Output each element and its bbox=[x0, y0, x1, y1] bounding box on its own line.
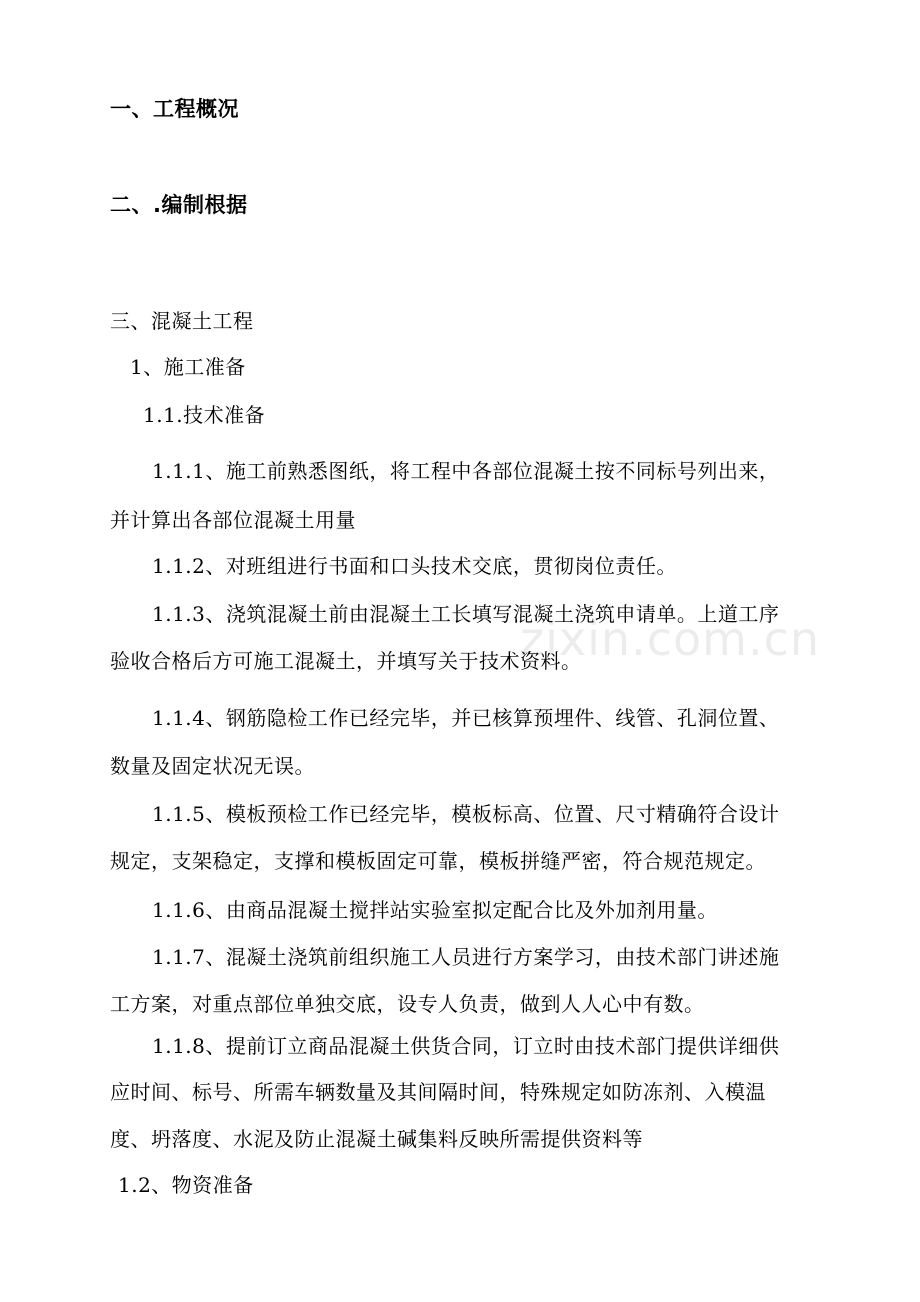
paragraph-line: 应时间、标号、所需车辆数量及其间隔时间，特殊规定如防冻剂、入模温 bbox=[110, 1080, 766, 1104]
paragraph-line: 1.1.2、对班组进行书面和口头技术交底，贯彻岗位责任。 bbox=[152, 554, 677, 578]
paragraph-line: 规定，支架稳定，支撑和模板固定可靠，模板拼缝严密，符合规范规定。 bbox=[110, 849, 766, 873]
paragraph-line: 1.1.8、提前订立商品混凝土供货合同，订立时由技术部门提供详细供 bbox=[152, 1034, 780, 1058]
paragraph-line: 1.1.7、混凝土浇筑前组织施工人员进行方案学习，由技术部门讲述施 bbox=[152, 945, 780, 969]
paragraph-line: 1.1.1、施工前熟悉图纸，将工程中各部位混凝土按不同标号列出来， bbox=[152, 459, 780, 483]
heading-concrete-works: 三、混凝土工程 bbox=[110, 309, 254, 333]
section-technical-prep: 1.1.技术准备 bbox=[143, 403, 266, 427]
heading-project-overview: 一、工程概况 bbox=[110, 97, 239, 121]
paragraph-line: 1.1.3、浇筑混凝土前由混凝土工长填写混凝土浇筑申请单。上道工序 bbox=[152, 602, 780, 626]
paragraph-line: 1.1.4、钢筋隐检工作已经完毕，并已核算预埋件、线管、孔洞位置、 bbox=[152, 706, 780, 730]
paragraph-line: 1.1.5、模板预检工作已经完毕，模板标高、位置、尺寸精确符合设计 bbox=[152, 802, 780, 826]
paragraph-line: 度、坍落度、水泥及防止混凝土碱集料反映所需提供资料等 bbox=[110, 1127, 643, 1151]
paragraph-line: 数量及固定状况无误。 bbox=[110, 754, 315, 778]
paragraph-line: 工方案，对重点部位单独交底，设专人负责，做到人人心中有数。 bbox=[110, 992, 705, 1016]
paragraph-line: 验收合格后方可施工混凝土，并填写关于技术资料。 bbox=[110, 649, 582, 673]
section-material-prep: 1.2、物资准备 bbox=[118, 1173, 254, 1197]
section-construction-prep: 1、施工准备 bbox=[130, 355, 246, 379]
watermark: zixin.com.cn bbox=[520, 612, 821, 666]
paragraph-line: 1.1.6、由商品混凝土搅拌站实验室拟定配合比及外加剂用量。 bbox=[152, 898, 718, 922]
heading-basis: 二、.编制根据 bbox=[110, 193, 248, 217]
paragraph-line: 并计算出各部位混凝土用量 bbox=[110, 508, 356, 532]
